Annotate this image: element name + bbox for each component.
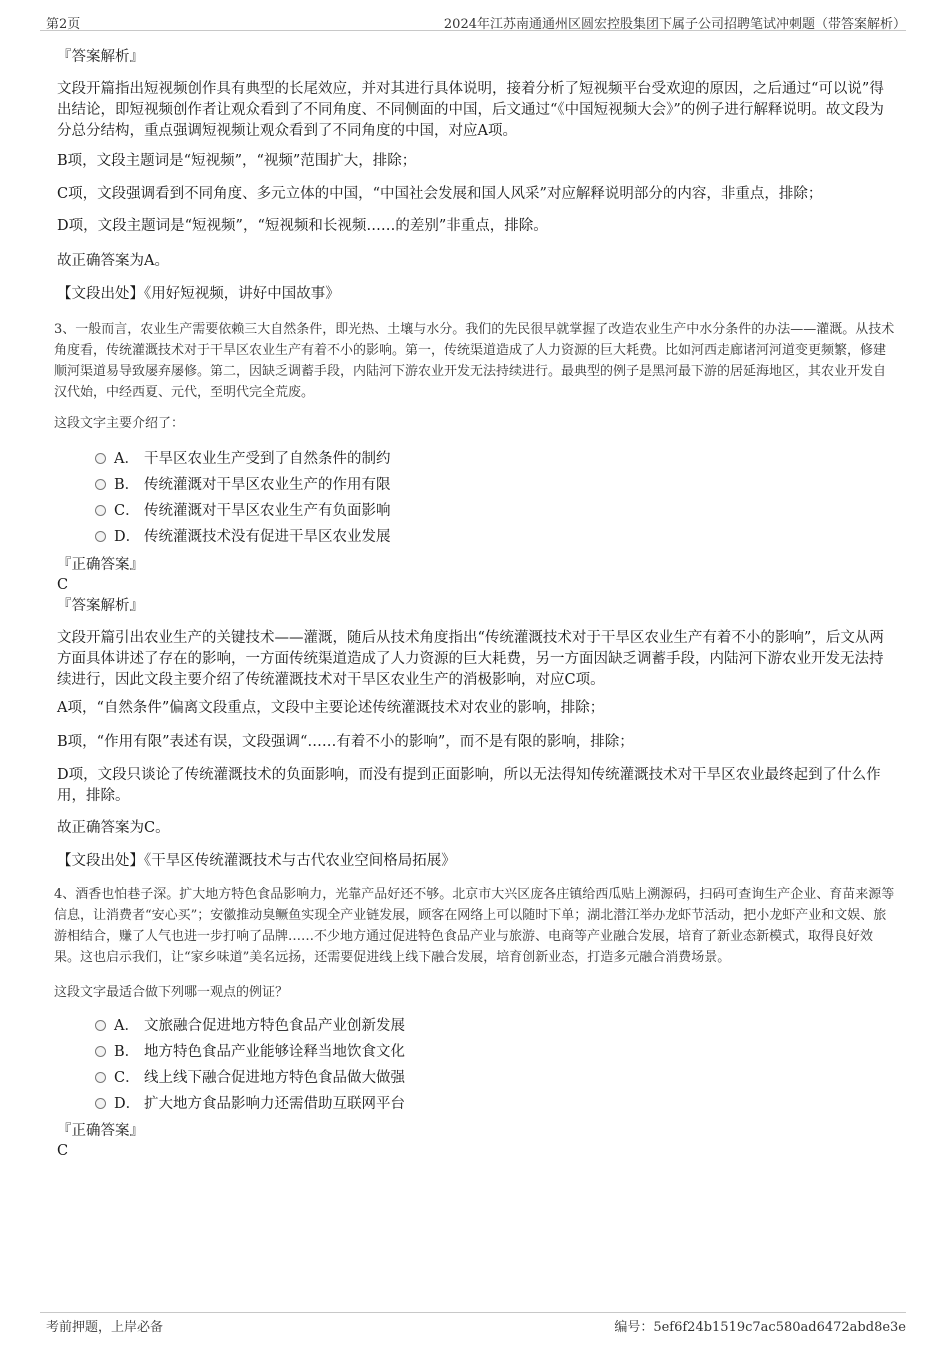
radio-icon[interactable] bbox=[95, 479, 106, 490]
page-number: 第2页 bbox=[46, 17, 81, 32]
q3-analysis-d: D项，文段只谈论了传统灌溉技术的负面影响，而没有提到正面影响，所以无法得知传统灌溉技术对干旱区农业最终起到了什么作用，排除。 bbox=[57, 767, 881, 804]
q3-option-d[interactable]: D． 传统灌溉技术没有促进干旱区农业发展 bbox=[95, 526, 391, 548]
q3-answer-label: 『正确答案』 bbox=[57, 557, 144, 573]
radio-icon[interactable] bbox=[95, 1072, 106, 1083]
q3-option-c[interactable]: C． 传统灌溉对干旱区农业生产有负面影响 bbox=[95, 500, 391, 522]
q3-stem: 3、一般而言，农业生产需要依赖三大自然条件，即光热、土壤与水分。我们的先民很早就掌握了改造农业生产中水分条件的办法——灌溉。从技术角度看，传统灌溉技术对于干旱区农业生产有着不小的影响。第一，传统渠道造成了人力资源的巨大耗费。比如河西走廊诸河河道变更频繁，修建顺河渠道易导致屡弃屡修。第二，因缺乏调蓄手段，内陆河下游农业开发无法持续进行。最典型的例子是黑河最下游的居延海地区，其农业开发自汉代始，中经西夏、元代，至明代完全荒废。 bbox=[54, 322, 895, 400]
q4-prompt: 这段文字最适合做下列哪一观点的例证？ bbox=[54, 985, 289, 1000]
q2-conclusion: 故正确答案为A。 bbox=[57, 253, 169, 269]
document-title: 2024年江苏南通通州区圆宏控股集团下属子公司招聘笔试冲刺题（带答案解析） bbox=[443, 17, 906, 32]
radio-icon[interactable] bbox=[95, 1020, 106, 1031]
q3-option-b[interactable]: B． 传统灌溉对干旱区农业生产的作用有限 bbox=[95, 474, 391, 496]
q3-analysis-a: A项，“自然条件”偏离文段重点，文段中主要论述传统灌溉技术对农业的影响，排除； bbox=[57, 700, 605, 716]
q3-analysis-paragraph: 文段开篇引出农业生产的关键技术——灌溉，随后从技术角度指出“传统灌溉技术对于干旱区农业生产有着不小的影响”，后文从两方面具体讲述了存在的影响，一方面传统渠道造成了人力资源的巨大耗费，另一方面因缺乏调蓄手段，内陆河下游农业开发无法持续进行，因此文段主要介绍了传统灌溉技术对干旱区农业生产的消极影响，对应C项。 bbox=[57, 630, 884, 688]
q4-stem: 4、酒香也怕巷子深。扩大地方特色食品影响力，光靠产品好还不够。北京市大兴区庞各庄镇给西瓜贴上溯源码，扫码可查询生产企业、育苗来源等信息，让消费者“安心买”；安徽推动臭鳜鱼实现全产业链发展，顾客在网络上可以随时下单；湖北潜江举办龙虾节活动，把小龙虾产业和文娱、旅游相结合，赚了人气也进一步打响了品牌……不少地方通过促进特色食品产业与旅游、电商等产业融合发展，培育了新业态新模式，取得良好效果。这也启示我们，让“家乡味道”美名远扬，还需要促进线上线下融合发展，培育创新业态，打造多元融合消费场景。 bbox=[54, 887, 895, 965]
q4-answer: C bbox=[57, 1143, 69, 1159]
radio-icon[interactable] bbox=[95, 505, 106, 516]
q3-analysis-label: 『答案解析』 bbox=[57, 598, 144, 614]
page-footer bbox=[40, 1312, 906, 1335]
radio-icon[interactable] bbox=[95, 453, 106, 464]
q4-option-a[interactable]: A． 文旅融合促进地方特色食品产业创新发展 bbox=[95, 1015, 405, 1037]
q4-option-c[interactable]: C． 线上线下融合促进地方特色食品做大做强 bbox=[95, 1067, 405, 1089]
q3-prompt: 这段文字主要介绍了： bbox=[54, 416, 185, 431]
radio-icon[interactable] bbox=[95, 531, 106, 542]
q3-analysis-b: B项，“作用有限”表述有误，文段强调“……有着不小的影响”，而不是有限的影响，排除； bbox=[57, 734, 634, 750]
q4-option-b[interactable]: B． 地方特色食品产业能够诠释当地饮食文化 bbox=[95, 1041, 405, 1063]
q3-answer: C bbox=[57, 577, 69, 593]
radio-icon[interactable] bbox=[95, 1046, 106, 1057]
q2-analysis-label: 『答案解析』 bbox=[57, 49, 144, 65]
q2-analysis-b: B项，文段主题词是“短视频”，“视频”范围扩大，排除； bbox=[57, 153, 417, 169]
document-code: 编号：5ef6f24b1519c7ac580ad6472abd8e3e bbox=[614, 1320, 906, 1335]
q2-analysis-d: D项，文段主题词是“短视频”，“短视频和长视频……的差别”非重点，排除。 bbox=[57, 218, 548, 234]
radio-icon[interactable] bbox=[95, 1098, 106, 1109]
q2-analysis-c: C项，文段强调看到不同角度、多元立体的中国，“中国社会发展和国人风采”对应解释说明部分的内容，非重点，排除； bbox=[57, 186, 823, 202]
footer-slogan: 考前押题，上岸必备 bbox=[46, 1320, 164, 1335]
q2-source: 【文段出处】《用好短视频，讲好中国故事》 bbox=[57, 286, 340, 302]
q4-answer-label: 『正确答案』 bbox=[57, 1123, 144, 1139]
q4-option-d[interactable]: D． 扩大地方食品影响力还需借助互联网平台 bbox=[95, 1093, 405, 1115]
q3-source: 【文段出处】《干旱区传统灌溉技术与古代农业空间格局拓展》 bbox=[57, 853, 456, 869]
page-header bbox=[40, 10, 906, 31]
q3-option-a[interactable]: A． 干旱区农业生产受到了自然条件的制约 bbox=[95, 448, 391, 470]
q2-analysis-paragraph: 文段开篇指出短视频创作具有典型的长尾效应，并对其进行具体说明，接着分析了短视频平台受欢迎的原因，之后通过“可以说”得出结论，即短视频创作者让观众看到了不同角度、不同侧面的中国，后文通过“《中国短视频大会》”的例子进行解释说明。故文段为分总分结构，重点强调短视频让观众看到了不同角度的中国，对应A项。 bbox=[57, 81, 884, 139]
q3-conclusion: 故正确答案为C。 bbox=[57, 820, 170, 836]
